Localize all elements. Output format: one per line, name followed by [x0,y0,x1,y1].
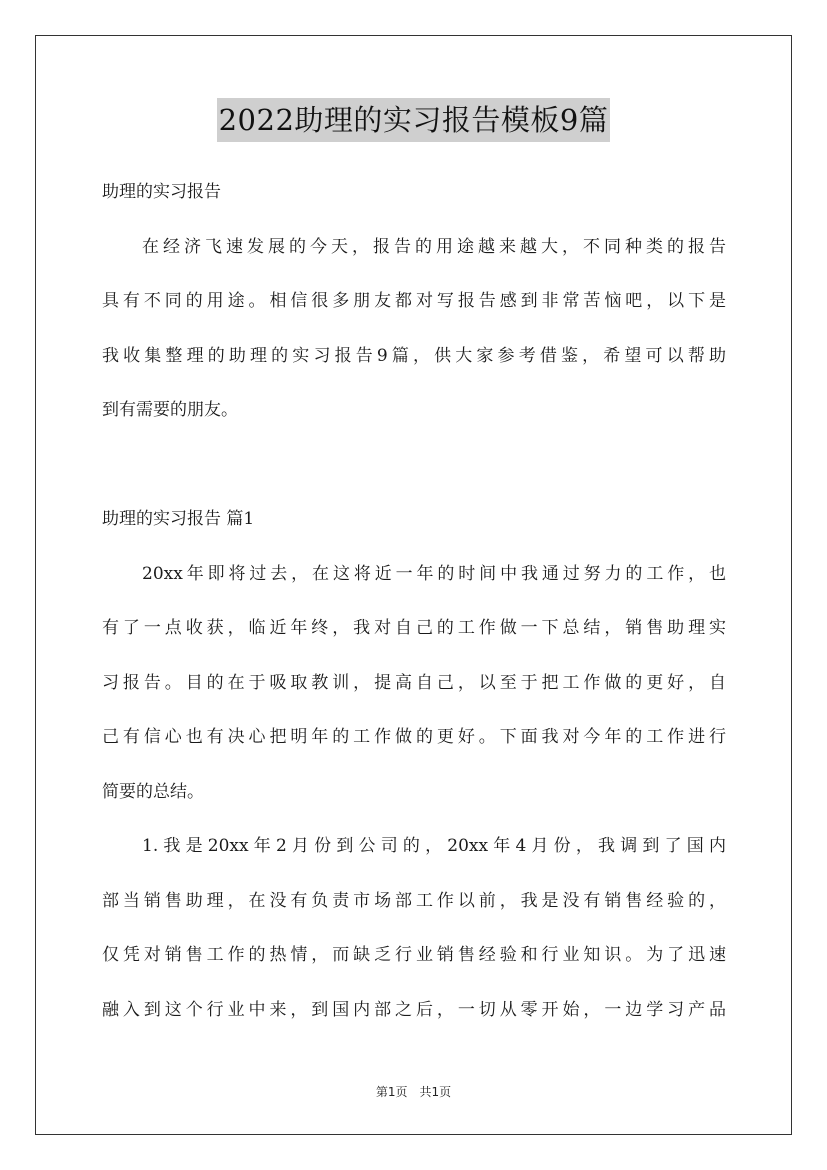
section-spacer [102,445,726,500]
page-footer [0,1083,827,1100]
paragraph-line: 仅凭对销售工作的热情，而缺乏行业销售经验和行业知识。为了迅速 [102,945,726,965]
paragraph-line: 具有不同的用途。相信很多朋友都对写报告感到非常苦恼吧，以下是 [102,291,726,311]
paragraph-line: 1.我是20xx年2月份到公司的，20xx年4月份，我调到了国内 [142,836,726,856]
intro-paragraph [102,227,726,445]
section1-paragraph-1 [102,554,726,827]
paragraph-line: 我收集整理的助理的实习报告9篇，供大家参考借鉴，希望可以帮助 [102,345,726,366]
section1-paragraph-2 [102,826,726,1044]
paragraph-line: 到有需要的朋友。 [102,400,238,420]
paragraph-line: 部当销售助理，在没有负责市场部工作以前，我是没有销售经验的， [102,890,726,911]
paragraph-line: 简要的总结。 [102,781,204,802]
document-body [102,172,726,1044]
section1-heading: 助理的实习报告 篇1 [102,509,255,529]
paragraph-line: 在经济飞速发展的今天，报告的用途越来越大，不同种类的报告 [142,236,726,257]
paragraph-line: 20xx年即将过去，在这将近一年的时间中我通过努力的工作，也 [142,563,726,584]
intro-heading: 助理的实习报告 [102,182,221,202]
page-number: 第1页 共1页 [375,1085,452,1099]
paragraph-line: 习报告。目的在于吸取教训，提高自己，以至于把工作做的更好，自 [102,672,726,693]
title-container [0,98,827,142]
paragraph-line: 己有信心也有决心把明年的工作做的更好。下面我对今年的工作进行 [102,727,726,747]
paragraph-line: 有了一点收获，临近年终，我对自己的工作做一下总结，销售助理实 [102,618,726,638]
paragraph-line: 融入到这个行业中来，到国内部之后，一切从零开始，一边学习产品 [102,999,726,1020]
document-title: 2022助理的实习报告模板9篇 [217,98,611,142]
